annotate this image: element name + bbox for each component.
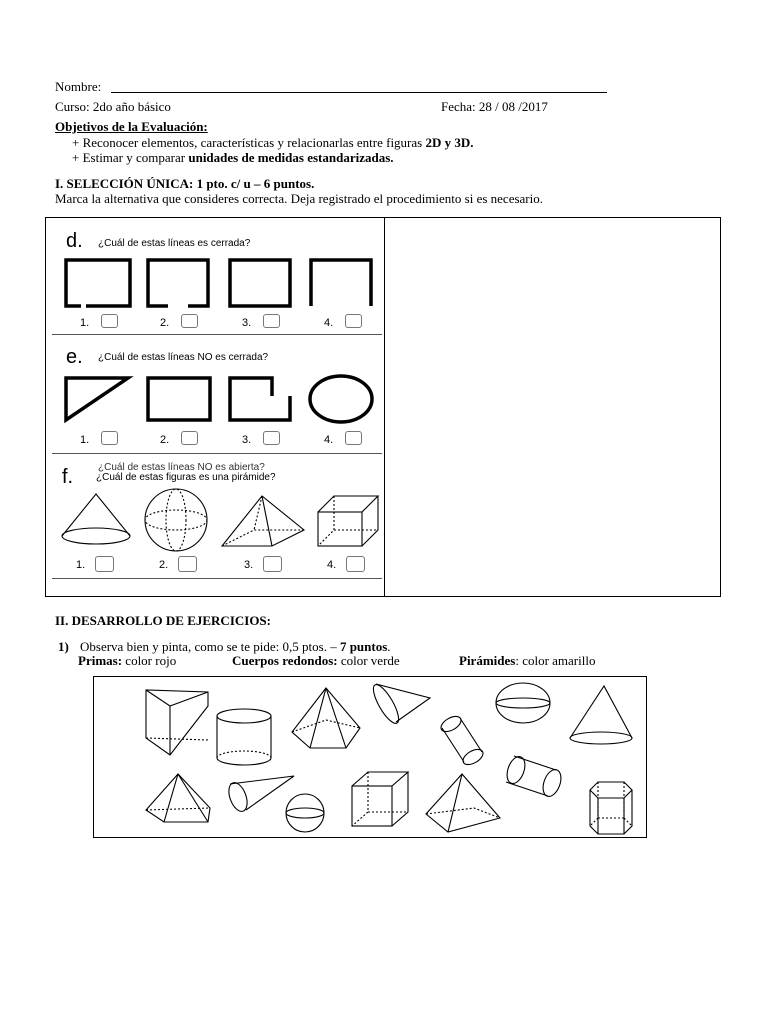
legend-prismas-label: Primas: xyxy=(78,653,123,668)
square-pyramid-icon[interactable] xyxy=(146,774,210,822)
option-e3-label: 3. xyxy=(242,434,252,446)
cone-icon[interactable] xyxy=(570,686,632,744)
pentagonal-pyramid-icon[interactable] xyxy=(292,688,360,748)
cone-icon[interactable] xyxy=(369,681,430,726)
option-e4-label: 4. xyxy=(324,434,334,446)
legend-prismas-value: color rojo xyxy=(122,653,177,668)
objetivo-1-bold: 2D y 3D. xyxy=(425,135,474,150)
option-d1-label: 1. xyxy=(80,317,90,329)
legend-redondos-label: Cuerpos redondos: xyxy=(232,653,338,668)
exercise-1-end: . xyxy=(387,639,391,654)
sphere-icon[interactable] xyxy=(496,683,550,723)
exercise-1-number: 1) xyxy=(58,639,69,654)
question-d-letter: d. xyxy=(66,230,83,252)
objetivo-1-text: + Reconocer elementos, características y relacionarlas entre figuras xyxy=(72,135,426,150)
fecha-text: Fecha: 28 / 08 /2017 xyxy=(441,99,548,114)
section1-title: I. SELECCIÓN ÚNICA: 1 pto. c/ u – 6 puntos. xyxy=(55,176,315,191)
objetivo-2-bold: unidades de medidas estandarizadas. xyxy=(188,150,394,165)
cylinder-icon[interactable] xyxy=(504,754,565,799)
question-d-text: ¿Cuál de estas líneas es cerrada? xyxy=(98,238,251,249)
option-f4-label: 4. xyxy=(327,559,337,571)
question-e-letter: e. xyxy=(66,346,83,368)
section1-instruction: Marca la alternativa que consideres correcta. Deja registrado el procedimiento si es necesario. xyxy=(55,191,543,206)
option-d3-label: 3. xyxy=(242,317,252,329)
option-f3-label: 3. xyxy=(244,559,254,571)
option-f2-label: 2. xyxy=(159,559,169,571)
question-f-letter: f. xyxy=(62,466,74,488)
question-f-text: ¿Cuál de estas figuras es una pirámide? xyxy=(96,472,276,483)
nombre-label: Nombre: xyxy=(55,79,102,94)
section2-title: II. DESARROLLO DE EJERCICIOS: xyxy=(55,613,271,628)
objetivos-title: Objetivos de la Evaluación: xyxy=(55,119,208,134)
cone-icon[interactable] xyxy=(225,776,294,814)
option-e2-label: 2. xyxy=(160,434,170,446)
curso-text: Curso: 2do año básico xyxy=(55,99,171,114)
exercise-1-text: Observa bien y pinta, como se te pide: 0,5 ptos. – xyxy=(80,639,340,654)
objetivo-2-text: + Estimar y comparar xyxy=(72,150,189,165)
option-e1-label: 1. xyxy=(80,434,90,446)
cube-icon[interactable] xyxy=(352,772,408,826)
question-f-ghost-text: ¿Cuál de estas líneas NO es abierta? xyxy=(98,462,265,473)
cylinder-icon[interactable] xyxy=(217,709,271,765)
sphere-icon[interactable] xyxy=(286,794,324,832)
option-f1-label: 1. xyxy=(76,559,86,571)
cylinder-icon[interactable] xyxy=(438,713,485,767)
exercise-1-points: 7 puntos xyxy=(339,639,388,654)
question-e-text: ¿Cuál de estas líneas NO es cerrada? xyxy=(98,352,269,363)
option-d4-label: 4. xyxy=(324,317,334,329)
legend-redondos-value: color verde xyxy=(337,653,400,668)
triangular-prism-icon[interactable] xyxy=(146,690,208,755)
legend-piramides-label: Pirámides xyxy=(459,653,516,668)
option-d2-label: 2. xyxy=(160,317,170,329)
hexagonal-prism-icon[interactable] xyxy=(590,782,632,834)
legend-piramides-value: : color amarillo xyxy=(515,653,596,668)
pyramid-icon[interactable] xyxy=(426,774,500,832)
